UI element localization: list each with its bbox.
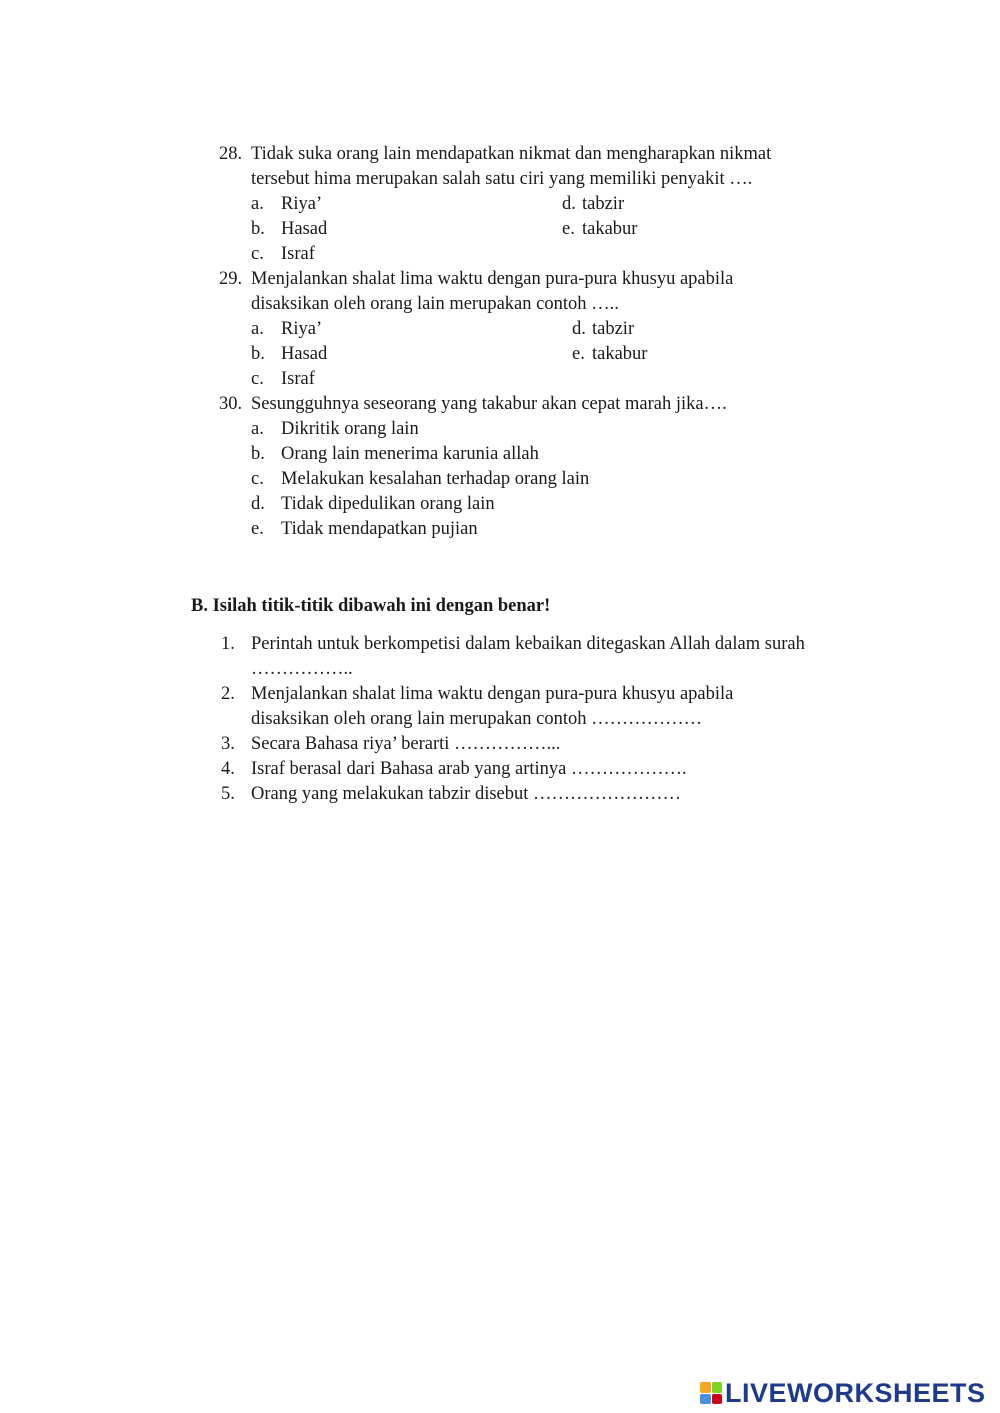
option-letter: a.: [251, 319, 264, 339]
fill-in-item-text: Menjalankan shalat lima waktu dengan pura-pura khusyu apabila: [251, 684, 734, 704]
question-number: 28.: [219, 144, 243, 164]
option-d[interactable]: tabzir: [592, 319, 635, 339]
liveworksheets-watermark: [700, 1378, 986, 1408]
question-text: tersebut hima merupakan salah satu ciri yang memiliki penyakit ….: [251, 169, 753, 189]
option-e[interactable]: Tidak mendapatkan pujian: [281, 519, 478, 539]
logo-square: [712, 1382, 723, 1393]
fill-in-item-text[interactable]: Israf berasal dari Bahasa arab yang artinya ……………….: [251, 759, 687, 779]
fill-in-blank[interactable]: ……………..: [251, 659, 353, 679]
option-e[interactable]: takabur: [582, 219, 638, 239]
option-letter: d.: [251, 494, 265, 514]
option-c[interactable]: Melakukan kesalahan terhadap orang lain: [281, 469, 590, 489]
option-a[interactable]: Dikritik orang lain: [281, 419, 419, 439]
question-text: disaksikan oleh orang lain merupakan contoh …..: [251, 294, 619, 314]
item-number: 1.: [221, 634, 235, 654]
option-letter: c.: [251, 244, 264, 264]
option-letter: d.: [562, 194, 576, 214]
question-text: Menjalankan shalat lima waktu dengan pura-pura khusyu apabila: [251, 269, 734, 289]
logo-square: [712, 1394, 723, 1405]
option-letter: a.: [251, 419, 264, 439]
option-letter: b.: [251, 219, 265, 239]
option-letter: e.: [572, 344, 585, 364]
logo-square: [700, 1382, 711, 1393]
option-b[interactable]: Hasad: [281, 344, 328, 364]
fill-in-item-text[interactable]: Secara Bahasa riya’ berarti ……………...: [251, 734, 561, 754]
option-letter: b.: [251, 444, 265, 464]
watermark-text: LIVEWORKSHEETS: [725, 1378, 986, 1408]
option-letter: c.: [251, 369, 264, 389]
item-number: 2.: [221, 684, 235, 704]
logo-square: [700, 1394, 711, 1405]
option-letter: b.: [251, 344, 265, 364]
item-number: 5.: [221, 784, 235, 804]
question-number: 29.: [219, 269, 243, 289]
fill-in-item-text[interactable]: Orang yang melakukan tabzir disebut ……………………: [251, 784, 682, 804]
option-letter: a.: [251, 194, 264, 214]
option-d[interactable]: Tidak dipedulikan orang lain: [281, 494, 495, 514]
option-d[interactable]: tabzir: [582, 194, 625, 214]
option-b[interactable]: Hasad: [281, 219, 328, 239]
option-b[interactable]: Orang lain menerima karunia allah: [281, 444, 539, 464]
question-number: 30.: [219, 394, 243, 414]
option-letter: d.: [572, 319, 586, 339]
fill-in-item-text[interactable]: disaksikan oleh orang lain merupakan contoh ………………: [251, 709, 703, 729]
option-c[interactable]: Israf: [281, 369, 315, 389]
section-b-title: B. Isilah titik-titik dibawah ini dengan benar!: [191, 596, 551, 616]
fill-in-item-text: Perintah untuk berkompetisi dalam kebaikan ditegaskan Allah dalam surah: [251, 634, 805, 654]
option-letter: c.: [251, 469, 264, 489]
option-a[interactable]: Riya’: [281, 194, 323, 214]
item-number: 4.: [221, 759, 235, 779]
question-text: Tidak suka orang lain mendapatkan nikmat dan mengharapkan nikmat: [251, 144, 772, 164]
option-e[interactable]: takabur: [592, 344, 648, 364]
question-text: Sesungguhnya seseorang yang takabur akan cepat marah jika….: [251, 394, 727, 414]
item-number: 3.: [221, 734, 235, 754]
option-letter: e.: [251, 519, 264, 539]
option-a[interactable]: Riya’: [281, 319, 323, 339]
option-c[interactable]: Israf: [281, 244, 315, 264]
option-letter: e.: [562, 219, 575, 239]
liveworksheets-logo-icon: [700, 1382, 722, 1404]
